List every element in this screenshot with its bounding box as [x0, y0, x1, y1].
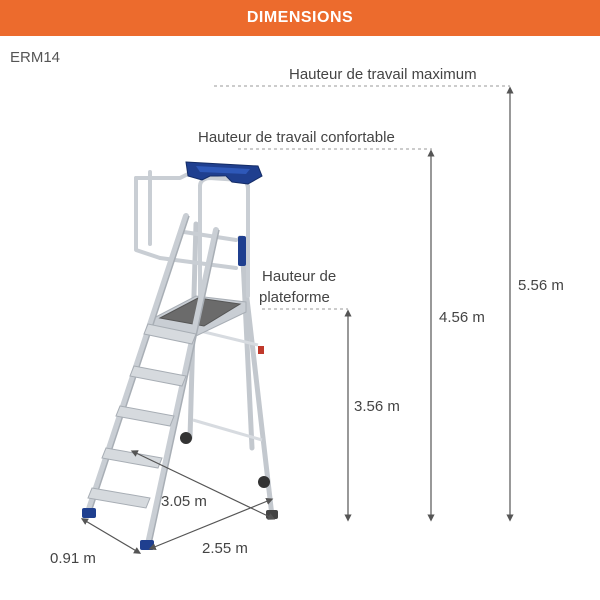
platform-height-label-line1: Hauteur de [262, 268, 337, 285]
max-working-height-value: 5.56 m [518, 277, 564, 294]
width-value: 0.91 m [50, 550, 96, 567]
ladder-illustration [82, 162, 278, 550]
base-length-value: 2.55 m [202, 540, 248, 557]
platform-height-value: 3.56 m [354, 398, 400, 415]
max-working-height-label: Hauteur de travail maximum [289, 66, 477, 83]
comfort-working-height-label: Hauteur de travail confortable [198, 129, 395, 146]
reference-lines [214, 86, 510, 309]
vertical-dimension-arrows [348, 90, 510, 518]
header-title: DIMENSIONS [246, 9, 354, 26]
model-code: ERM14 [10, 49, 61, 66]
platform-height-label-line2: plateforme [259, 289, 330, 306]
width-arrow [84, 520, 138, 552]
comfort-working-height-value: 4.56 m [439, 309, 485, 326]
length-value: 3.05 m [161, 493, 207, 510]
guard-rail [136, 170, 248, 296]
